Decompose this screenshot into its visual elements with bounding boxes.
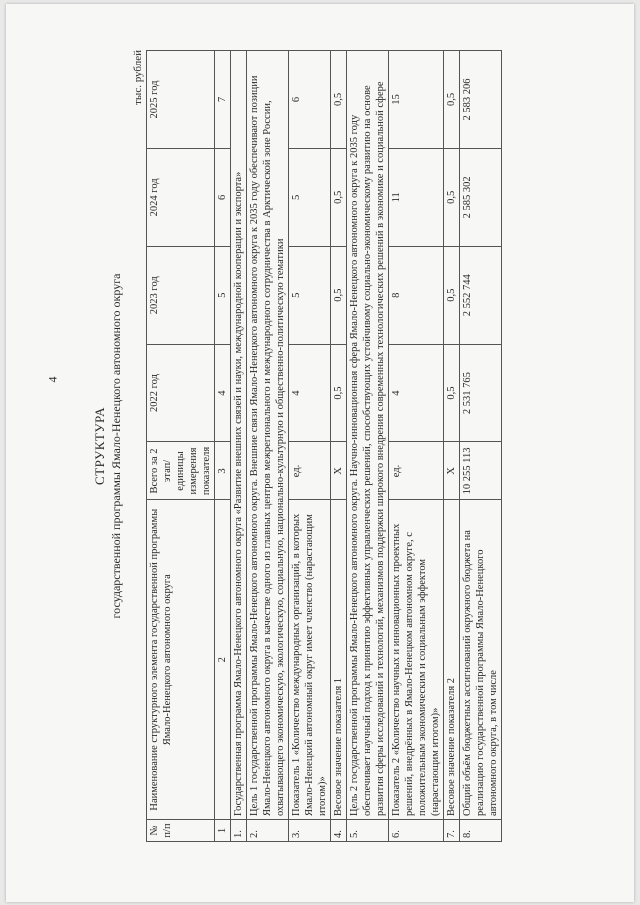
value-2023: 8	[389, 246, 444, 344]
table-row	[231, 51, 247, 842]
value-2025: 2 583 206	[460, 51, 502, 149]
value-2022: 4	[389, 344, 444, 442]
table-header-row	[147, 51, 215, 842]
table-row	[331, 51, 347, 842]
column-number: 3	[215, 442, 231, 500]
indicator-unit: X	[444, 442, 460, 500]
header-name: Наименование структурного элемента государственной программы Ямало-Ненецкого автономного округа	[147, 500, 215, 820]
column-number: 7	[215, 51, 231, 149]
column-number: 5	[215, 246, 231, 344]
value-2025: 15	[389, 51, 444, 149]
value-2022: 2 531 765	[460, 344, 502, 442]
header-num: № п/п	[147, 820, 215, 842]
value-2025: 0,5	[331, 51, 347, 149]
row-number: 4.	[331, 820, 347, 842]
value-2024: 0,5	[331, 148, 347, 246]
value-2025: 6	[289, 51, 331, 149]
indicator-name: Показатель 2 «Количество научных и инновационных проектных решений, внедрённых в Ямало-Ненецком автономном округе, с положительным экономическим и социальным эффектом (нарастающим итогом)»	[389, 500, 444, 820]
indicator-unit: ед.	[289, 442, 331, 500]
header-2023: 2023 год	[147, 246, 215, 344]
row-number: 2.	[247, 820, 289, 842]
row-number: 1.	[231, 820, 247, 842]
indicator-unit: ед.	[389, 442, 444, 500]
column-number: 2	[215, 500, 231, 820]
document-subtitle: государственной программы Ямало-Ненецкого автономного округа	[109, 273, 123, 619]
header-2024: 2024 год	[147, 148, 215, 246]
table-row	[444, 51, 460, 842]
table-row	[289, 51, 331, 842]
value-2022: 4	[289, 344, 331, 442]
document-page	[6, 4, 634, 902]
budget-total: 10 255 113	[460, 442, 502, 500]
table-row	[347, 51, 389, 842]
row-number: 3.	[289, 820, 331, 842]
value-2022: 0,5	[444, 344, 460, 442]
value-2023: 0,5	[444, 246, 460, 344]
column-number: 1	[215, 820, 231, 842]
table-row	[389, 51, 444, 842]
indicator-name: Весовое значение показателя 1	[331, 500, 347, 820]
document-title: СТРУКТУРА	[92, 407, 107, 485]
column-numbers-row	[215, 51, 231, 842]
value-2024: 2 585 302	[460, 148, 502, 246]
unit-label: тыс. рублей	[132, 50, 144, 105]
indicator-unit: X	[331, 442, 347, 500]
header-2022: 2022 год	[147, 344, 215, 442]
row-number: 5.	[347, 820, 389, 842]
column-number: 6	[215, 148, 231, 246]
program-title: Государственная программа Ямало-Ненецкого автономного округа «Развитие внешних связей и науки, международной кооперации и экспорта»	[231, 51, 247, 820]
row-number: 6.	[389, 820, 444, 842]
value-2024: 5	[289, 148, 331, 246]
structure-table	[146, 50, 502, 842]
column-number: 4	[215, 344, 231, 442]
value-2025: 0,5	[444, 51, 460, 149]
value-2024: 0,5	[444, 148, 460, 246]
goal-1-text: Цель 1 государственной программы Ямало-Ненецкого автономного округа. Внешние связи Ямало-Ненецкого автономного округа к 2035 году обеспечивают позиции Ямало-Ненецкого автономного округа в качестве одного из главных центров межрегионального и международного сотрудничества в Арктической зоне России, охватывающего экономическую, экологическую, социальную, национально-культурную и общественно-политическую тематики	[247, 51, 289, 820]
goal-2-text: Цель 2 государственной программы Ямало-Ненецкого автономного округа. Научно-инновационная сфера Ямало-Ненецкого автономного округа к 2035 году обеспечивает научный подход к принятию эффективных управленческих решений, способствующих устойчивому социально-экономическому развитию на основе развития сферы исследований и технологий, механизмов поддержки широкого внедрения современных технологических решений в экономике и социальной сфере	[347, 51, 389, 820]
row-number: 7.	[444, 820, 460, 842]
row-number: 8.	[460, 820, 502, 842]
value-2024: 11	[389, 148, 444, 246]
header-total: Всего за 2 этап/ единицы измерения показателя	[147, 442, 215, 500]
indicator-name: Показатель 1 «Количество международных организаций, в которых Ямало-Ненецкий автономный округ имеет членство (нарастающим итогом)»	[289, 500, 331, 820]
value-2022: 0,5	[331, 344, 347, 442]
value-2023: 2 552 744	[460, 246, 502, 344]
value-2023: 0,5	[331, 246, 347, 344]
table-row	[247, 51, 289, 842]
table-row	[460, 51, 502, 842]
page-number: 4	[45, 376, 60, 383]
indicator-name: Весовое значение показателя 2	[444, 500, 460, 820]
budget-name: Общий объём бюджетных ассигнований окружного бюджета на реализацию государственной программы Ямало-Ненецкого автономного округа, в том числе	[460, 500, 502, 820]
rotated-content	[88, 50, 564, 842]
value-2023: 5	[289, 246, 331, 344]
header-2025: 2025 год	[147, 51, 215, 149]
